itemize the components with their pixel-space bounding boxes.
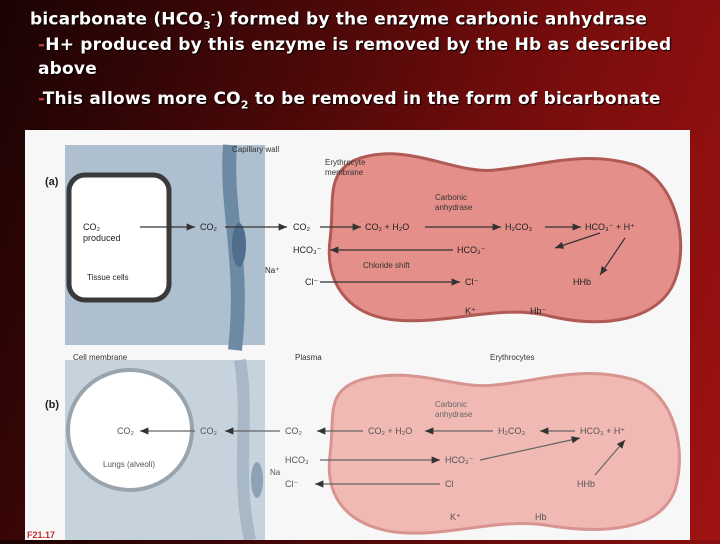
co2-produced-label-2: produced: [83, 233, 121, 243]
line4-subscript: 2: [240, 98, 249, 112]
co2-plasma-label: CO₂: [293, 222, 310, 232]
chloride-shift-label: Chloride shift: [363, 261, 410, 270]
panel-b-label: (b): [45, 399, 60, 411]
carbonic-anhydrase-label-a-2: anhydrase: [435, 203, 473, 212]
tissue-cells-label: Tissue cells: [87, 273, 129, 282]
bullet-dash: -: [38, 35, 46, 55]
carbonic-anhydrase-label-a-1: Carbonic: [435, 193, 468, 202]
reaction-products-b: HCO₃ + H⁺: [580, 426, 626, 436]
chloride-cell-label-a: Cl⁻: [465, 277, 479, 287]
plasma-label: Plasma: [295, 353, 322, 362]
reaction-reactants-a: CO₂ + H₂O: [365, 222, 410, 232]
co2-mid-label-b: CO₂: [200, 426, 217, 436]
hhb-label-b: HHb: [577, 479, 596, 489]
co2-capillary-label: CO₂: [200, 222, 217, 232]
erythrocyte-membrane-label-1: Erythrocyte: [325, 158, 366, 167]
line1-text: bicarbonate (HCO: [30, 9, 204, 30]
figure-caption: F21.17: [27, 530, 56, 540]
sodium-label-b: Na: [270, 468, 281, 477]
reaction-products-a: HCO₃⁻ + H⁺: [585, 222, 635, 232]
line4-text: This allows more CO: [42, 89, 241, 109]
panel-a-label: (a): [45, 176, 59, 188]
carbonic-anhydrase-label-b-2: anhydrase: [435, 410, 473, 419]
carbonic-anhydrase-label-b-1: Carbonic: [435, 400, 468, 409]
bicarbonate-cell-label-a: HCO₃⁻: [457, 245, 486, 255]
line3-text: above: [38, 59, 97, 79]
line1-subscript: 3: [203, 19, 211, 33]
co2-plasma-label-b: CO₂: [285, 426, 302, 436]
erythrocyte-membrane-label-2: membrane: [325, 168, 364, 177]
capillary-wall-label: Capillary wall: [232, 145, 280, 154]
co2-lung-label: CO₂: [117, 426, 134, 436]
chloride-plasma-label-a: Cl⁻: [305, 277, 319, 287]
bicarbonate-plasma-label-a: HCO₃⁻: [293, 245, 322, 255]
line2-text: H+ produced by this enzyme is removed by the Hb as described: [45, 35, 672, 55]
carbonic-acid-b: H₂CO₃: [498, 426, 526, 436]
line4-text-end: to be removed in the form of bicarbonate: [248, 89, 661, 109]
hhb-label-a: HHb: [573, 277, 592, 287]
bicarbonate-plasma-label-b: HCO₃: [285, 455, 309, 465]
text-line-2: [38, 35, 671, 55]
line1-text-end: ) formed by the enzyme carbonic anhydrase: [215, 9, 648, 30]
figure-svg: [25, 130, 690, 540]
erythrocyte-a: [329, 154, 680, 322]
sodium-label-a: Na⁺: [265, 266, 280, 275]
bullet-dash: -: [38, 89, 43, 109]
capillary-nucleus-a: [232, 223, 246, 267]
bicarbonate-cell-label-b: HCO₃⁻: [445, 455, 474, 465]
capillary-nucleus-b: [251, 462, 263, 498]
potassium-label-a: K⁺: [465, 306, 476, 316]
lungs-label: Lungs (alveoli): [103, 460, 156, 469]
co2-produced-label-1: CO₂: [83, 222, 100, 232]
hb-label-a: Hb⁻: [530, 306, 547, 316]
potassium-label-b: K⁺: [450, 512, 461, 522]
reaction-reactants-b: CO₂ + H₂O: [368, 426, 413, 436]
co2-transport-figure: [25, 130, 690, 540]
chloride-cell-label-b: Cl: [445, 479, 454, 489]
capillary-wall-b: [240, 360, 250, 540]
carbonic-acid-a: H₂CO₃: [505, 222, 533, 232]
hb-label-b: Hb: [535, 512, 547, 522]
text-line-4: [38, 89, 661, 111]
line1-superscript: -: [210, 8, 216, 21]
cell-membrane-label: Cell membrane: [73, 353, 128, 362]
text-line-1: [30, 8, 647, 32]
erythrocyte-b: [329, 374, 679, 534]
text-line-3: [38, 59, 97, 79]
chloride-plasma-label-b: Cl⁻: [285, 479, 299, 489]
erythrocytes-label: Erythrocytes: [490, 353, 535, 362]
